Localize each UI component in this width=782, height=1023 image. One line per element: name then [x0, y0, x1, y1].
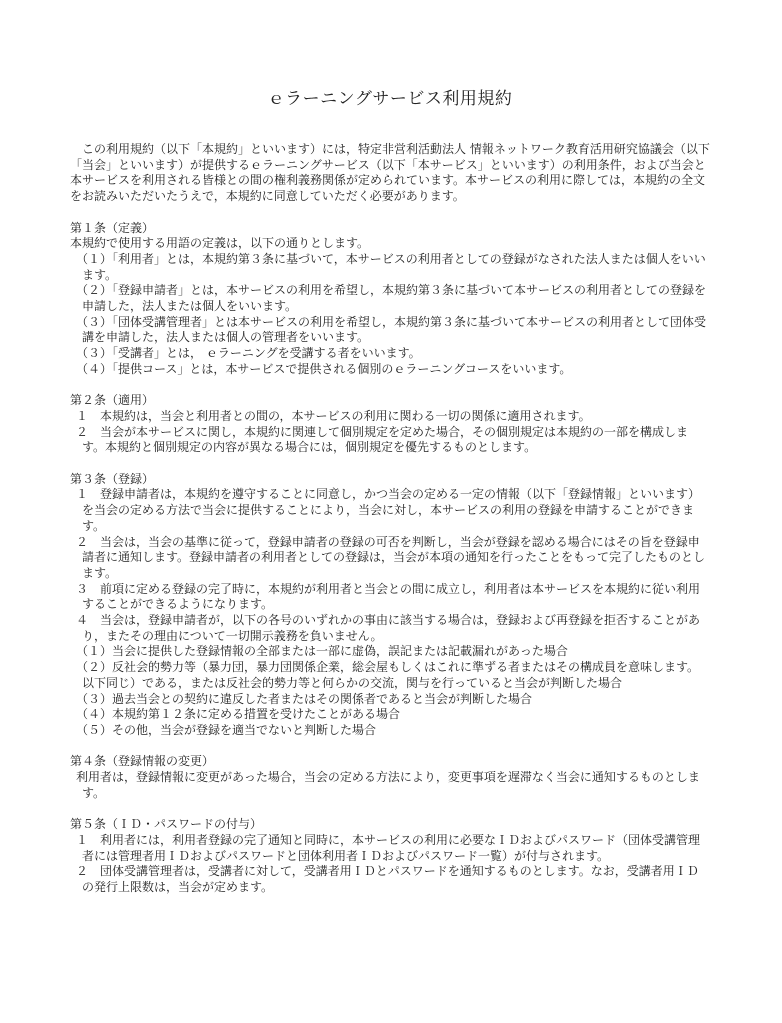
article-5	[70, 817, 710, 896]
article-paragraph: ４ 当会は，登録申請者が，以下の各号のいずれかの事由に該当する場合は，登録および再登録を拒否することがあり，またその理由について一切開示義務を負いません。	[76, 613, 701, 643]
article-paragraph: １ 登録申請者は，本規約を遵守することに同意し，かつ当会の定める一定の情報（以下「登録情報」といいます）を当会の定める方法で当会に提供することにより，当会に対し，本サービスの利用の登録を申請することができます。	[76, 487, 701, 533]
article-paragraph: （１）当会に提供した登録情報の全部または一部に虚偽，誤記または記載漏れがあった場合	[76, 644, 568, 659]
article-paragraph: １ 本規約は，当会と利用者との間の，本サービスの利用に関わる一切の関係に適用されます。	[76, 408, 591, 423]
article-heading: 第５条（ＩＤ・パスワードの付与）	[70, 817, 263, 832]
article-paragraph: （２）「登録申請者」とは，本サービスの利用を希望し，本規約第３条に基づいて本サービスの利用者としての登録を申請した，法人または個人をいいます。	[76, 283, 707, 314]
article-paragraph: （３）「受講者」とは， ｅラーニングを受講する者をいいます。	[76, 346, 421, 361]
article-2	[70, 393, 710, 456]
article-paragraph: 本規約で使用する用語の定義は，以下の通りとします。	[70, 236, 370, 251]
article-paragraph: （１）「利用者」とは，本規約第３条に基づいて，本サービスの利用者としての登録がなされた法人または個人をいいます。	[76, 251, 706, 282]
article-paragraph: （３）過去当会との契約に違反した者またはその関係者であると当会が判断した場合	[76, 691, 533, 706]
article-paragraph: ２ 当会が本サービスに関し，本規約に関連して個別規定を定めた場合，その個別規定は本規約の一部を構成します。本規約と個別規定の内容が異なる場合には，個別規定を優先するものとします。	[76, 424, 689, 455]
article-paragraph: ２ 団体受講管理者は，受講者に対して，受講者用ＩＤとパスワードを通知するものとします。なお，受講者用ＩＤの発行上限数は，当会が定めます。	[76, 864, 699, 894]
article-paragraph: （４）本規約第１２条に定める措置を受けたことがある場合	[76, 707, 401, 722]
document-page	[70, 0, 710, 896]
article-paragraph: １ 利用者には，利用者登録の完了通知と同時に，本サービスの利用に必要なＩＤおよびパスワード（団体受講管理者には管理者用ＩＤおよびパスワードと団体利用者ＩＤおよびパスワード一覧）が付与されます。	[76, 832, 701, 863]
article-paragraph: 利用者は，登録情報に変更があった場合，当会の定める方法により，変更事項を遅滞なく当会に通知するものとします。	[76, 770, 700, 800]
article-paragraph: （３）「団体受講管理者」とは本サービスの利用を希望し，本規約第３条に基づいて本サービスの利用者として団体受講を申請した，法人または個人の管理者をいいます。	[76, 314, 707, 345]
article-heading: 第３条（登録）	[70, 471, 155, 486]
article-paragraph: ２ 当会は，当会の基準に従って，登録申請者の登録の可否を判断し，当会が登録を認める場合にはその旨を登録申請者に通知します。登録申請者の利用者としての登録は，当会が本項の通知を行ったことをもって完了したものとします。	[76, 534, 706, 580]
article-heading: 第２条（適用）	[70, 393, 155, 408]
article-3	[70, 472, 710, 739]
article-paragraph: ３ 前項に定める登録の完了時に，本規約が利用者と当会との間に成立し，利用者は本サービスを本規約に従い利用することができるようになります。	[76, 581, 701, 612]
article-1	[70, 221, 710, 378]
article-paragraph: （５）その他，当会が登録を適当でないと判断した場合	[76, 722, 377, 737]
article-heading: 第１条（定義）	[70, 220, 155, 235]
article-paragraph: （４）「提供コース」とは，本サービスで提供される個別のｅラーニングコースをいいます。	[76, 361, 572, 376]
article-4	[70, 754, 710, 801]
document-title: ｅラーニングサービス利用規約	[267, 89, 513, 109]
intro-paragraph: この利用規約（以下「本規約」といいます）には，特定非営利活動法人 情報ネットワーク教育活用研究協議会（以下「当会」といいます）が提供するｅラーニングサービス（以下「本サービス」といいます）の利用条件，および当会と本サービスを利用される皆様との間の権利義務関係が定められています。本サービスの利用に際しては，本規約の全文をお読みいただいたうえで，本規約に同意していただく必要があります。	[70, 142, 710, 204]
article-paragraph: （２）反社会的勢力等（暴力団，暴力団関係企業，総会屋もしくはこれに準ずる者またはその構成員を意味します。以下同じ）である，または反社会的勢力等と何らかの交流，関与を行っていると当会が判断した場合	[76, 660, 700, 690]
article-heading: 第４条（登録情報の変更）	[70, 754, 215, 769]
